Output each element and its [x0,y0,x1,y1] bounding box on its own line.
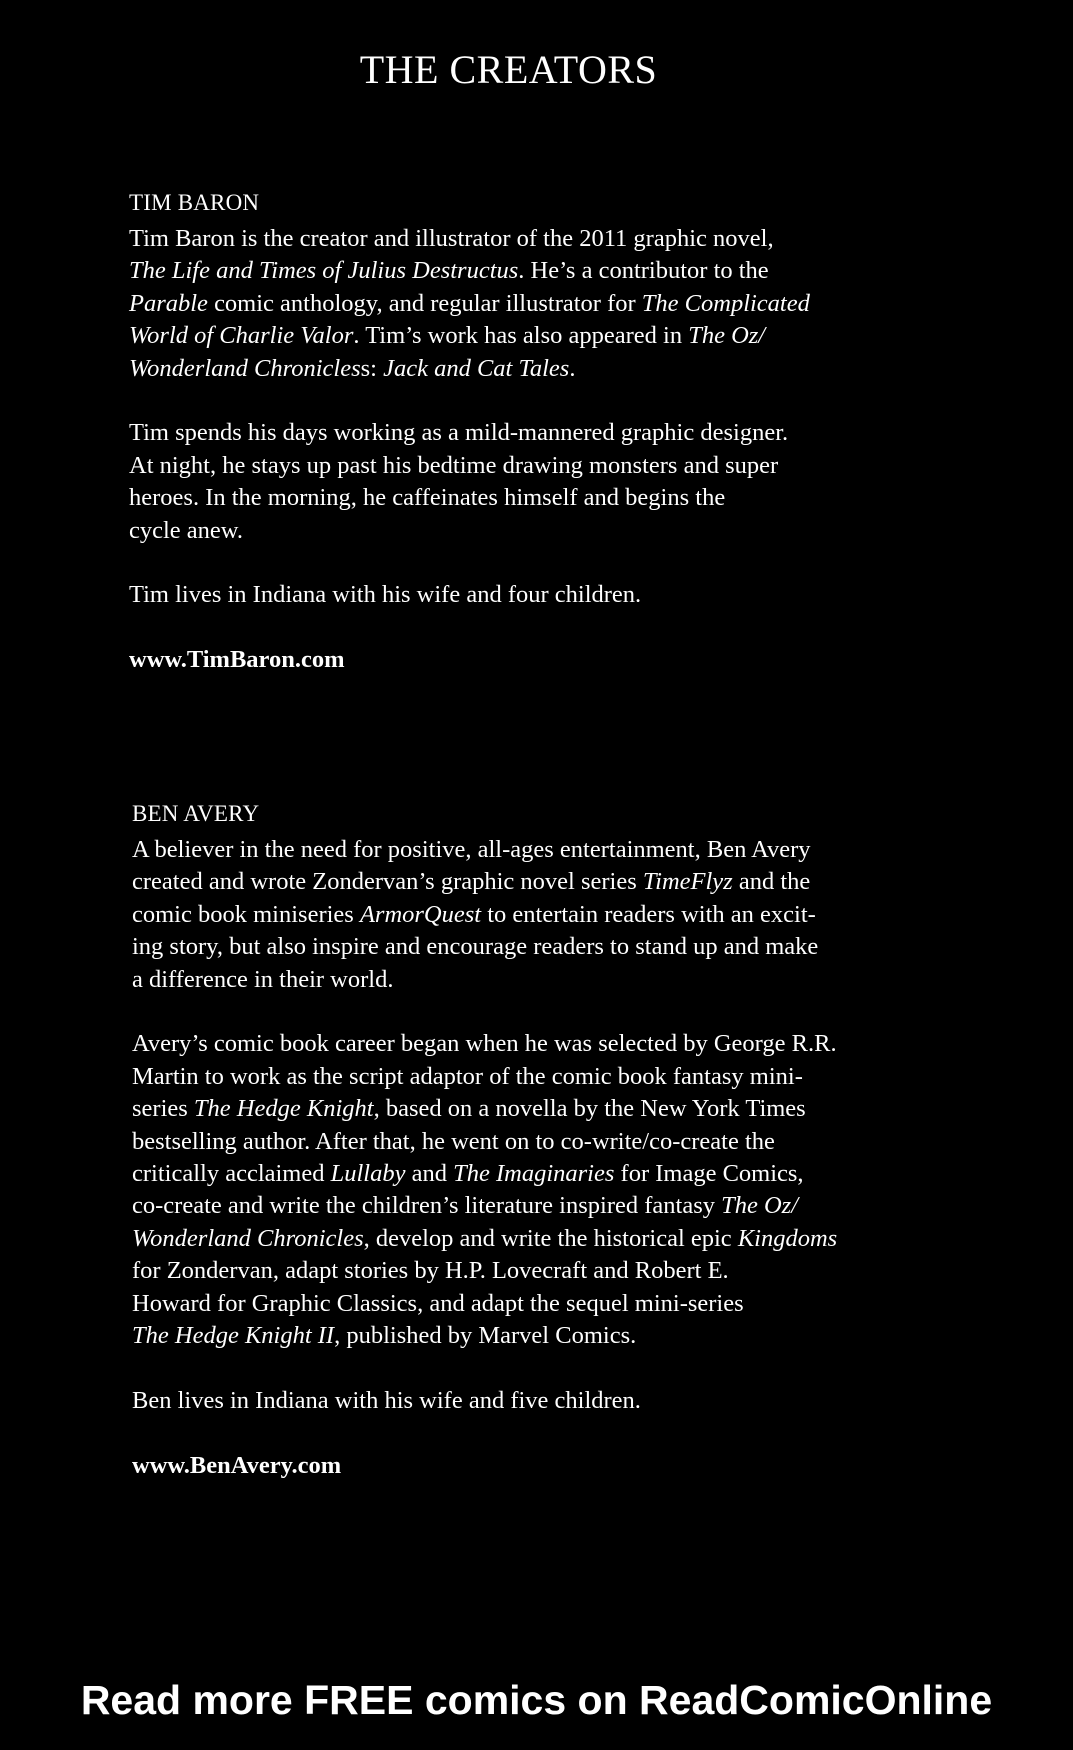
work-title: The Oz/ [721,1192,799,1220]
bio-text: series [132,1095,194,1123]
bio-line [132,964,922,996]
work-title: ArmorQuest [359,900,482,928]
work-title: TimeFlyz [642,868,733,896]
bio-line [132,1288,922,1320]
bio-text: heroes. In the morning, he caffeinates himself and begins the [129,484,726,512]
creator-bio [129,223,919,612]
bio-paragraph [132,1385,922,1417]
work-title: Parable [129,289,208,317]
bio-text: . [569,354,576,382]
page-title: THE CREATORS [359,47,658,92]
bio-text: comic anthology, and regular illustrator for [207,289,642,317]
bio-text: and [405,1160,454,1188]
work-title: Kingdoms [737,1224,838,1252]
bio-text: co-create and write the children’s literature inspired fantasy [132,1192,722,1220]
bio-line [129,450,919,482]
creator-name: TIM BARON [129,190,260,215]
bio-line [129,482,919,514]
bio-text: . He’s a contributor to the [518,257,769,285]
bio-text: ing story, but also inspire and encourage readers to stand up and make [132,933,819,961]
bio-line [132,1385,922,1417]
bio-line [132,1320,922,1352]
bio-line [129,579,919,611]
bio-text: , develop and write the historical epic [363,1224,738,1252]
bio-text: to entertain readers with an excit- [481,900,816,928]
bio-line [132,834,922,866]
bio-line [132,931,922,963]
bio-line [132,1061,922,1093]
work-title: Wonderland Chronicles [132,1224,364,1252]
bio-text: bestselling author. After that, he went on to co-write/co-create the [132,1127,775,1155]
creator-ben-avery [132,798,922,1482]
bio-paragraph [129,223,919,385]
bio-line [129,320,919,352]
bio-text: Martin to work as the script adaptor of the comic book fantasy mini- [132,1062,803,1090]
work-title: Wonderland Chronicles [129,354,361,382]
bio-text: Howard for Graphic Classics, and adapt the sequel mini-series [132,1289,744,1317]
bio-line [132,1255,922,1287]
bio-line [129,353,919,385]
bio-paragraph [132,834,922,996]
bio-line [132,1158,922,1190]
work-title: The Oz/ [688,322,766,350]
bio-text: for Image Comics, [614,1160,804,1188]
bio-text: Avery’s comic book career began when he was selected by George R.R. [132,1030,837,1058]
bio-line [132,899,922,931]
work-title: Lullaby [330,1160,406,1188]
work-title: The Hedge Knight II [132,1322,335,1350]
work-title: World of Charlie Valor [129,322,354,350]
creator-bio [132,834,922,1417]
bio-text: Ben lives in Indiana with his wife and five children. [132,1386,641,1414]
creator-name: BEN AVERY [132,801,260,826]
bio-text: , published by Marvel Comics. [334,1322,637,1350]
bio-text: . Tim’s work has also appeared in [353,322,689,350]
footer-banner: Read more FREE comics on ReadComicOnline [80,1677,993,1723]
bio-paragraph [129,579,919,611]
bio-line [132,1126,922,1158]
bio-text: critically acclaimed [132,1160,331,1188]
bio-line [129,255,919,287]
bio-line [132,866,922,898]
bio-text: , based on a novella by the New York Times [373,1095,806,1123]
bio-paragraph [129,417,919,547]
bio-text: s: [360,354,384,382]
bio-text: cycle anew. [129,516,244,544]
bio-text: created and wrote Zondervan’s graphic novel series [132,868,643,896]
work-title: Jack and Cat Tales [383,354,570,382]
work-title: The Complicated [641,289,810,317]
work-title: The Life and Times of Julius Destructus [129,257,519,285]
bio-text: At night, he stays up past his bedtime drawing monsters and super [129,451,779,479]
work-title: The Hedge Knight [193,1095,374,1123]
creator-tim-baron [129,187,919,677]
bio-text: a difference in their world. [132,965,394,993]
bio-text: A believer in the need for positive, all-ages entertainment, Ben Avery [132,836,811,863]
bio-paragraph [132,1028,922,1352]
bio-text: Tim Baron is the creator and illustrator of the 2011 graphic novel, [129,225,774,252]
bio-line [129,223,919,255]
bio-line [129,515,919,547]
bio-line [132,1190,922,1222]
creator-website: www.TimBaron.com [129,646,345,674]
bio-line [132,1028,922,1060]
bio-text: comic book miniseries [132,900,360,928]
bio-text: for Zondervan, adapt stories by H.P. Lovecraft and Robert E. [132,1257,729,1285]
bio-text: and the [732,868,811,896]
bio-line [132,1093,922,1125]
bio-text: Tim lives in Indiana with his wife and four children. [129,581,642,609]
creator-website: www.BenAvery.com [132,1451,342,1479]
bio-line [129,417,919,449]
bio-line [129,288,919,320]
bio-text: Tim spends his days working as a mild-mannered graphic designer. [129,419,789,447]
bio-line [132,1223,922,1255]
work-title: The Imaginaries [453,1160,615,1188]
